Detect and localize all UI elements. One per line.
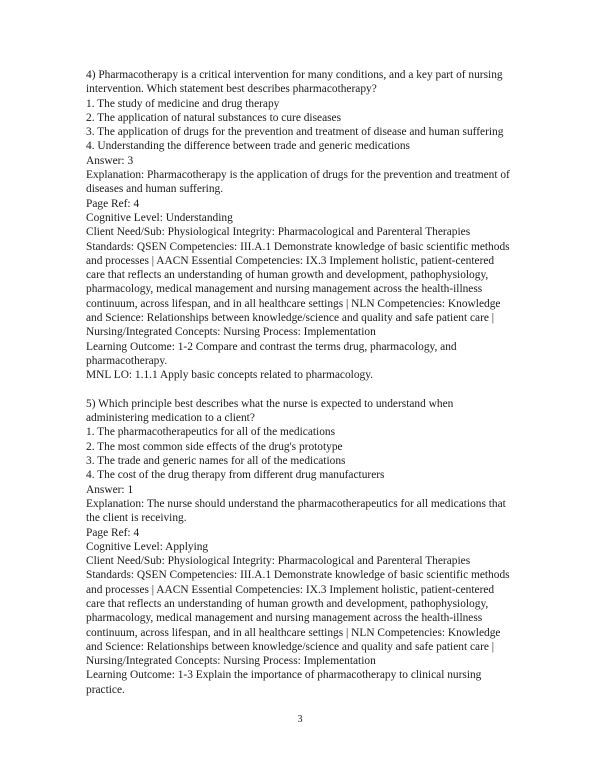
cognitive-level-line: Cognitive Level: Applying	[86, 540, 209, 553]
answer-line: Answer: 3	[86, 154, 134, 167]
question-option: 3. The trade and generic names for all of the medications	[86, 455, 346, 468]
question-option: 1. The study of medicine and drug therapy	[86, 97, 280, 110]
page-content	[86, 68, 514, 697]
cognitive-level-line: Cognitive Level: Understanding	[86, 211, 233, 224]
question-option: 4. The cost of the drug therapy from different drug manufacturers	[86, 469, 385, 482]
learning-outcome-line: Learning Outcome: 1-2 Compare and contrast the terms drug, pharmacology, and pharmacotherapy.	[86, 340, 457, 367]
explanation-line: Explanation: The nurse should understand the pharmacotherapeutics for all medications that the client is receiving.	[86, 497, 506, 525]
question-stem: 5) Which principle best describes what the nurse is expected to understand when administering medication to a client?	[86, 397, 454, 425]
question-block	[86, 397, 514, 697]
mnl-lo-line: MNL LO: 1.1.1 Apply basic concepts related to pharmacology.	[86, 369, 374, 382]
learning-outcome-line: Learning Outcome: 1-3 Explain the importance of pharmacotherapy to clinical nursing practice.	[86, 669, 482, 696]
question-block	[86, 68, 514, 383]
question-option: 2. The most common side effects of the drug's prototype	[86, 440, 343, 453]
page-number: 3	[297, 714, 303, 725]
question-option: 4. Understanding the difference between trade and generic medications	[86, 140, 410, 153]
page-ref-line: Page Ref: 4	[86, 526, 140, 539]
question-stem: 4) Pharmacotherapy is a critical intervention for many conditions, and a key part of nursing intervention. Which statement best describes pharmacotherapy?	[86, 69, 503, 96]
standards-line: Standards: QSEN Competencies: III.A.1 Demonstrate knowledge of basic scientific methods and processes | AACN Essential Competencies: IX.3 Implement holistic, patient-centered care that reflects an understanding of human growth and development, pathophysiology, pharmacology, medical management and nursing management across the health-illness continuum, across lifespan, and in all healthcare settings | NLN Competencies: Knowledge and Science: Relationships between knowledge/science and quality and safe patient care | Nursing/Integrated Concepts: Nursing Process: Implementation	[86, 569, 510, 668]
question-option: 1. The pharmacotherapeutics for all of the medications	[86, 426, 336, 439]
page-ref-line: Page Ref: 4	[86, 197, 140, 210]
standards-line: Standards: QSEN Competencies: III.A.1 Demonstrate knowledge of basic scientific methods and processes | AACN Essential Competencies: IX.3 Implement holistic, patient-centered care that reflects an understanding of human growth and development, pathophysiology, pharmacology, medical management and nursing management across the health-illness continuum, across lifespan, and in all healthcare settings | NLN Competencies: Knowledge and Science: Relationships between knowledge/science and quality and safe patient care | Nursing/Integrated Concepts: Nursing Process: Implementation	[86, 240, 510, 339]
client-need-line: Client Need/Sub: Physiological Integrity: Pharmacological and Parenteral Therapies	[86, 555, 471, 568]
explanation-line: Explanation: Pharmacotherapy is the application of drugs for the prevention and treatment of diseases and human suffering.	[86, 169, 510, 196]
question-option: 3. The application of drugs for the prevention and treatment of disease and human suffering	[86, 126, 504, 139]
client-need-line: Client Need/Sub: Physiological Integrity: Pharmacological and Parenteral Therapies	[86, 226, 471, 239]
answer-line: Answer: 1	[86, 483, 134, 496]
question-option: 2. The application of natural substances to cure diseases	[86, 111, 342, 124]
